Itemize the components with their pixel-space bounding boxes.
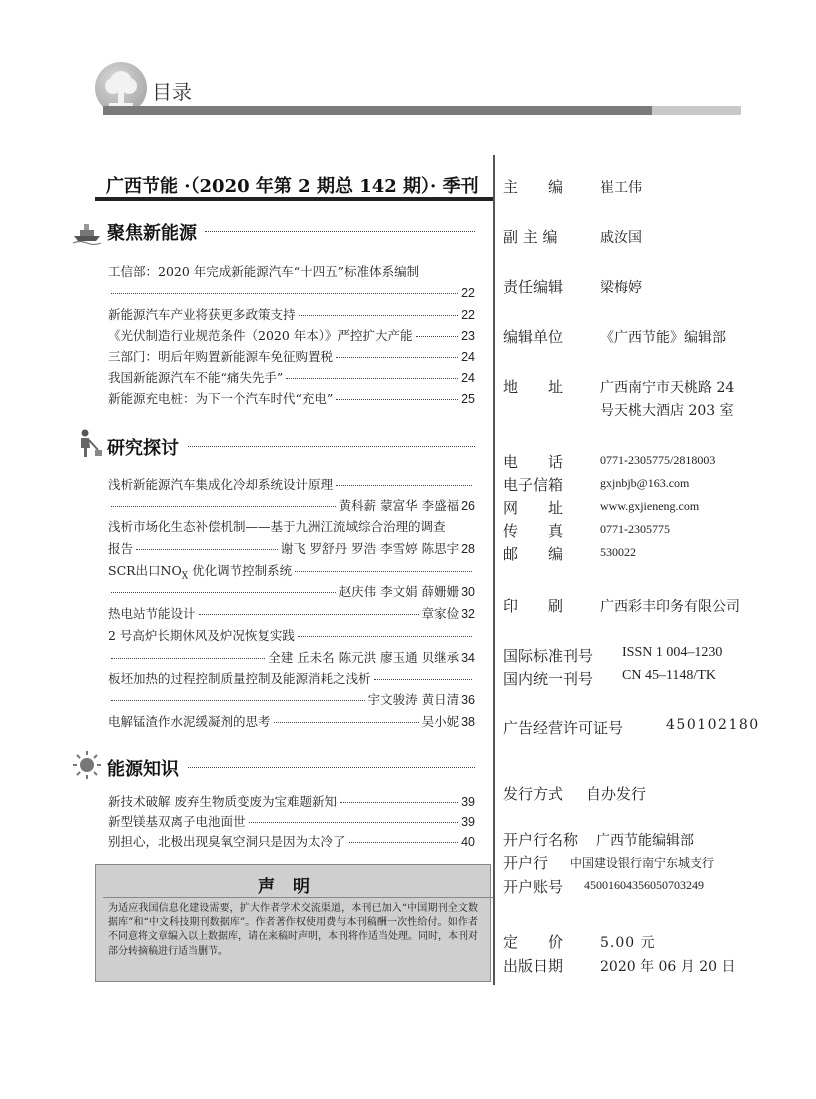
value-distribution: 自办发行 [586, 785, 647, 803]
toc-item[interactable] [108, 628, 475, 644]
toc-page-number: 30 [461, 585, 475, 599]
toc-item-title: 新型镁基双离子电池面世 [108, 814, 246, 829]
toc-item-title: SCR出口$NO_X$ 优化调节控制系统 [108, 563, 293, 582]
toc-item-title: 浅析新能源汽车集成化冷却系统设计原理 [108, 477, 334, 492]
toc-page-number: 40 [461, 835, 475, 849]
toc-item-title: 三部门：明后年购置新能源车免征购置税 [108, 349, 334, 364]
toc-item-title: 新能源汽车产业将获更多政策支持 [108, 307, 296, 322]
label-cn: 国内统一刊号 [503, 670, 594, 688]
label-address: 地 址 [503, 378, 564, 396]
toc-item[interactable] [108, 391, 475, 407]
toc-page-number: 25 [461, 392, 475, 406]
value-address-line2: 号天桃大酒店 203 室 [600, 403, 734, 419]
toc-item[interactable] [108, 714, 475, 730]
toc-item[interactable] [108, 477, 475, 493]
toc-item[interactable] [108, 349, 475, 365]
toc-page-number: 28 [461, 542, 475, 556]
toc-item-title: 热电站节能设计 [108, 606, 196, 621]
label-fax: 传 真 [503, 522, 564, 540]
toc-item[interactable] [108, 370, 475, 386]
notice-title: 声明 [258, 877, 328, 897]
toc-page-number: 26 [461, 499, 475, 513]
value-account: 45001604356050703249 [584, 878, 704, 892]
value-phone: 0771-2305775/2818003 [600, 453, 716, 467]
page-title: 目录 [152, 80, 192, 104]
value-bank-name: 广西节能编辑部 [596, 833, 694, 849]
label-ad-license: 广告经营许可证号 [503, 719, 624, 737]
toc-item-title: 《光伏制造行业规范条件（2020 年本）》严控扩大产能 [108, 328, 413, 343]
toc-page-number: 22 [461, 286, 475, 300]
toc-item-title-cont: 报告 [108, 541, 134, 556]
value-cn: CN 45–1148/TK [622, 668, 716, 683]
value-website[interactable]: www.gxjieneng.com [600, 499, 700, 513]
toc-authors: 黄科薪 蒙富华 李盛福 [338, 498, 460, 513]
section-title: 研究探讨 [107, 438, 179, 459]
toc-item-leader [108, 584, 475, 600]
toc-item[interactable] [108, 328, 475, 344]
value-price: 5.00 元 [600, 935, 656, 951]
toc-item-title: 板坯加热的过程控制质量控制及能源消耗之浅析 [108, 671, 371, 686]
label-issn: 国际标准刊号 [503, 647, 594, 665]
value-ad-license: 450102180 [666, 717, 760, 733]
toc-page-number: 39 [461, 815, 475, 829]
label-chief-editor: 主 编 [503, 178, 564, 196]
toc-authors: 谢飞 罗舒丹 罗浩 李雪婷 陈思宇 [280, 541, 460, 556]
section-rule [188, 767, 475, 768]
toc-page-number: 24 [461, 371, 475, 385]
label-bank-name: 开户行名称 [503, 831, 579, 849]
value-deputy-editor: 戚汝国 [600, 230, 642, 246]
value-managing-editor: 梁梅婷 [600, 280, 642, 296]
toc-page-number: 23 [461, 329, 475, 343]
toc-item-leader [108, 541, 475, 557]
label-price: 定 价 [503, 933, 564, 951]
toc-page-number: 24 [461, 350, 475, 364]
toc-page-number: 36 [461, 693, 475, 707]
toc-item-title: 别担心，北极出现臭氧空洞只是因为太冷了 [108, 834, 346, 849]
toc-item[interactable] [108, 671, 475, 687]
toc-page-number: 39 [461, 795, 475, 809]
toc-authors: 赵庆伟 李文娟 薛姗姗 [338, 584, 460, 599]
value-issn: ISSN 1 004–1230 [622, 645, 723, 660]
label-managing-editor: 责任编辑 [503, 278, 564, 296]
toc-authors: 吴小妮 [421, 714, 460, 729]
toc-page-number: 34 [461, 651, 475, 665]
label-printer: 印 刷 [503, 597, 564, 615]
issue-title: 广西节能 ·（2020 年第 2 期总 142 期）· 季刊 [106, 176, 479, 197]
toc-item[interactable] [108, 606, 475, 622]
toc-item-title: 新技术破解 废弃生物质变废为宝难题新知 [108, 794, 337, 809]
value-printer: 广西彩丰印务有限公司 [600, 599, 740, 615]
label-distribution: 发行方式 [503, 785, 564, 803]
toc-item-title: 新能源充电桩：为下一个汽车时代“充电” [108, 391, 334, 406]
label-account: 开户账号 [503, 878, 564, 896]
toc-item[interactable] [108, 794, 475, 810]
value-editing-unit: 《广西节能》编辑部 [600, 330, 726, 346]
section-title: 聚焦新能源 [107, 223, 197, 244]
label-bank: 开户行 [503, 854, 549, 872]
toc-item-leader [108, 498, 475, 514]
toc-authors: 章家俭 [421, 606, 460, 621]
value-fax: 0771-2305775 [600, 522, 670, 536]
toc-page-number: 38 [461, 715, 475, 729]
label-email: 电子信箱 [503, 476, 564, 494]
toc-authors: 全建 丘未名 陈元洪 廖玉通 贝继承 [268, 650, 460, 665]
toc-item-leader [108, 650, 475, 666]
worker-icon [74, 428, 104, 458]
divider [103, 897, 493, 898]
value-bank: 中国建设银行南宁东城支行 [570, 856, 715, 870]
toc-item-title: 工信部：2020 年完成新能源汽车“十四五”标准体系编制 [108, 264, 420, 279]
toc-item-title: 2 号高炉长期休风及炉况恢复实践 [108, 628, 295, 643]
toc-item-leader [108, 285, 475, 301]
toc-authors: 宇文骏涛 黄日清 [367, 692, 460, 707]
toc-item[interactable] [108, 264, 475, 280]
toc-item[interactable] [108, 834, 475, 850]
column-divider [493, 155, 495, 985]
sun-icon [72, 750, 102, 780]
value-pub-date: 2020 年 06 月 20 日 [600, 959, 736, 975]
value-address-line1: 广西南宁市天桃路 24 [600, 380, 735, 396]
label-pub-date: 出版日期 [503, 957, 564, 975]
toc-item-title: 我国新能源汽车不能“痛失先手” [108, 370, 284, 385]
value-postcode: 530022 [600, 545, 636, 559]
toc-item-title: 浅析市场化生态补偿机制——基于九洲江流域综合治理的调查 [108, 519, 446, 534]
notice-body: 为适应我国信息化建设需要，扩大作者学术交流渠道，本刊已加入“中国期刊全文数据库”和“中文科技期刊数据库”。作者著作权使用费与本刊稿酬一次性给付。如作者不同意将文章编入以上数据库，请在来稿时声明，本刊将作适当处理。同时，本刊对部分转摘稿进行适当删节。 [108, 903, 478, 957]
value-email[interactable]: gxjnbjb@163.com [600, 476, 690, 490]
label-website: 网 址 [503, 499, 564, 517]
toc-item[interactable] [108, 519, 475, 535]
toc-item-leader [108, 692, 475, 708]
ship-icon [72, 216, 102, 246]
section-rule [205, 231, 475, 232]
toc-item[interactable] [108, 814, 475, 830]
toc-item-title: 电解锰渣作水泥缓凝剂的思考 [108, 714, 271, 729]
label-deputy-editor: 副 主 编 [503, 228, 558, 246]
section-title: 能源知识 [107, 759, 179, 780]
toc-page-number: 32 [461, 607, 475, 621]
label-editing-unit: 编辑单位 [503, 328, 564, 346]
divider [95, 197, 495, 201]
label-phone: 电 话 [503, 453, 564, 471]
label-postcode: 邮 编 [503, 545, 564, 563]
toc-page-number: 22 [461, 308, 475, 322]
toc-item[interactable] [108, 563, 475, 585]
header-bar-accent [103, 106, 652, 115]
toc-item[interactable] [108, 307, 475, 323]
section-rule [188, 446, 475, 447]
value-chief-editor: 崔工伟 [600, 180, 642, 196]
